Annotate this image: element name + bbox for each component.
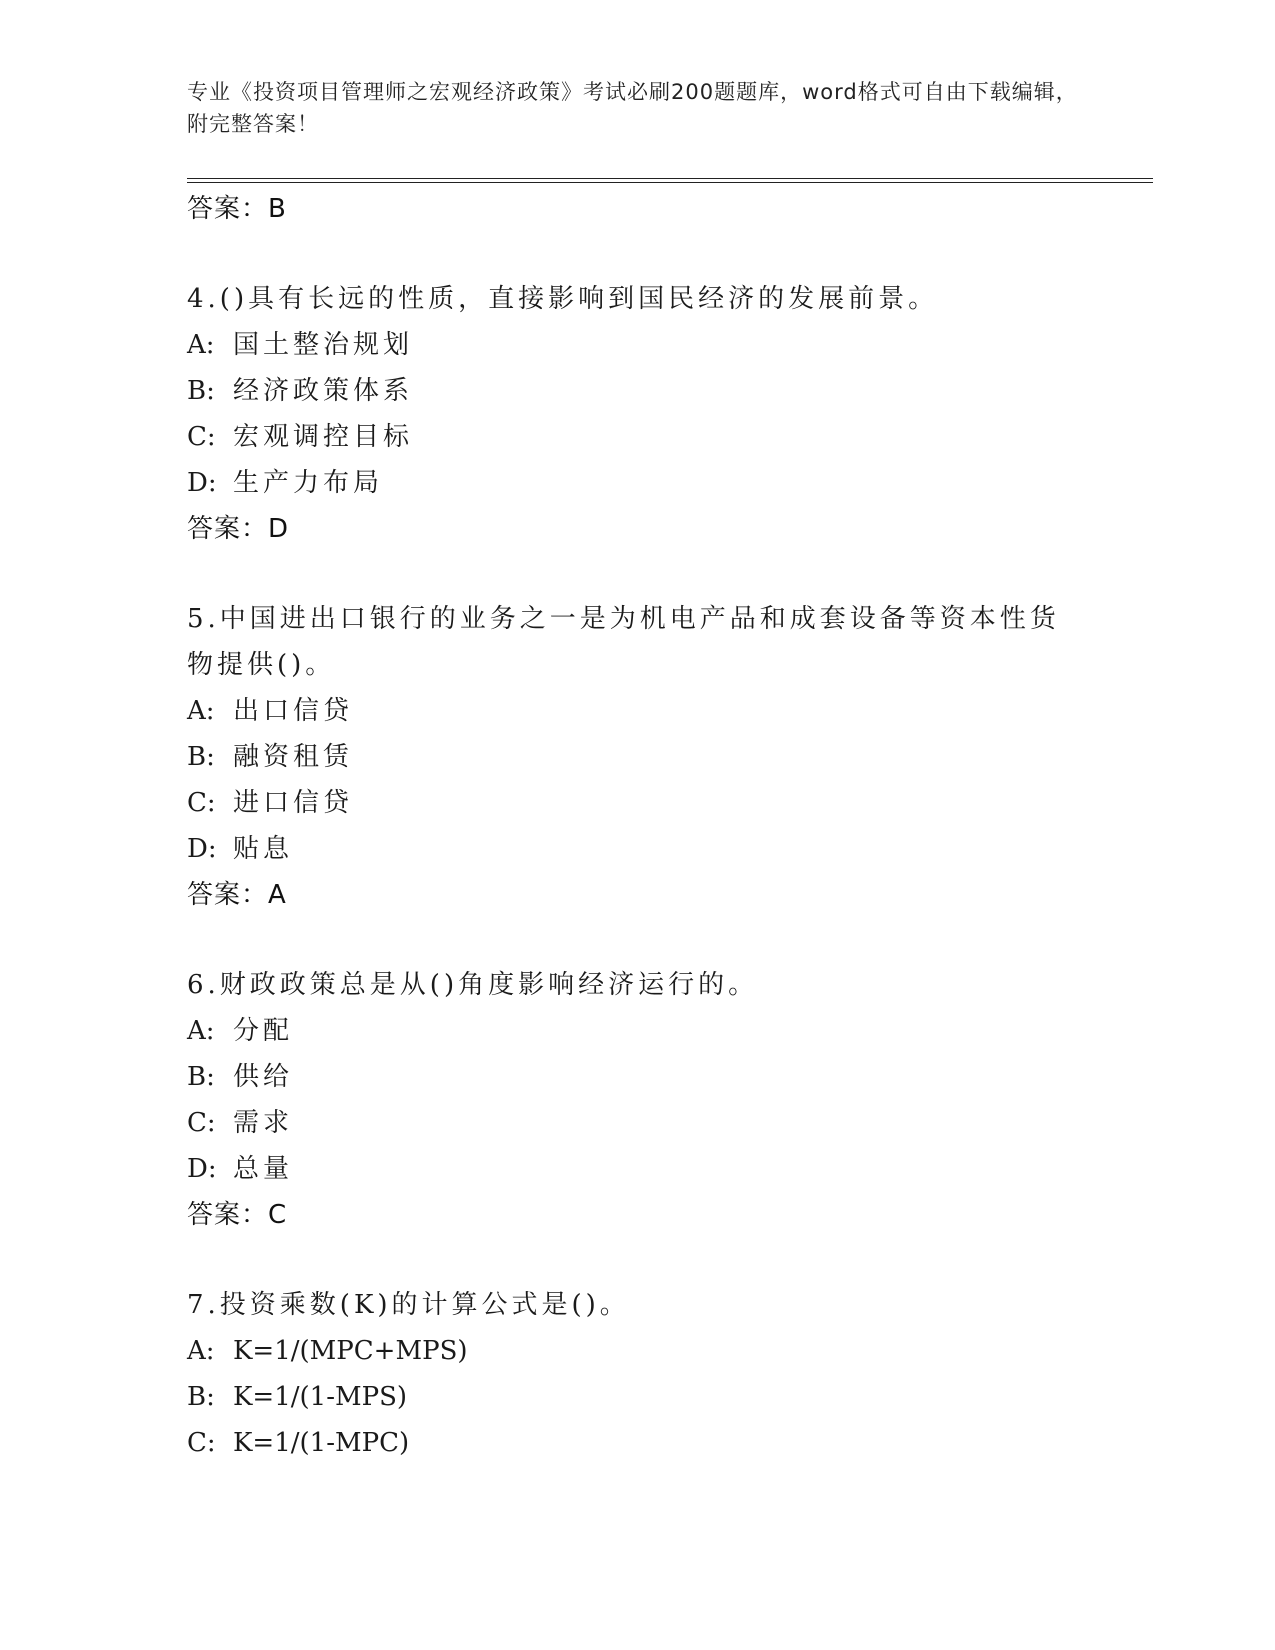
option-letter: A: xyxy=(187,1336,215,1366)
option-text: 国土整治规划 xyxy=(233,330,414,360)
answer-label: 答案：D xyxy=(187,514,290,544)
option-text: 融资租赁 xyxy=(233,742,354,772)
option-c xyxy=(187,780,1153,826)
question-item xyxy=(187,276,1153,552)
header-divider-bottom xyxy=(187,182,1153,183)
option-text: 经济政策体系 xyxy=(233,376,414,406)
option-text: 出口信贷 xyxy=(233,696,354,726)
option-text: 进口信贷 xyxy=(233,788,354,818)
option-b xyxy=(187,368,1153,414)
option-text: K=1/(MPC+MPS) xyxy=(233,1336,468,1366)
option-d xyxy=(187,460,1153,506)
option-text: K=1/(1-MPC) xyxy=(233,1428,410,1458)
option-letter: C: xyxy=(187,788,216,818)
question-stem: 4.()具有长远的性质，直接影响到国民经济的发展前景。 xyxy=(187,284,939,314)
option-d xyxy=(187,1146,1153,1192)
option-text: 需求 xyxy=(233,1108,294,1138)
option-letter: D: xyxy=(187,468,217,498)
option-text: K=1/(1-MPS) xyxy=(233,1382,408,1412)
option-c xyxy=(187,414,1153,460)
question-list xyxy=(187,186,1153,1466)
option-a xyxy=(187,1328,1153,1374)
option-c xyxy=(187,1100,1153,1146)
answer-label: 答案：B xyxy=(187,194,287,224)
option-text: 供给 xyxy=(233,1062,294,1092)
option-b xyxy=(187,734,1153,780)
answer-label: 答案：C xyxy=(187,1200,288,1230)
option-letter: C: xyxy=(187,422,216,452)
option-a xyxy=(187,1008,1153,1054)
option-letter: B: xyxy=(187,742,215,772)
question-stem: 5.中国进出口银行的业务之一是为机电产品和成套设备等资本性货物提供()。 xyxy=(187,604,1060,680)
option-letter: B: xyxy=(187,1382,215,1412)
option-letter: A: xyxy=(187,1016,215,1046)
option-c xyxy=(187,1420,1153,1466)
option-text: 总量 xyxy=(233,1154,294,1184)
option-letter: D: xyxy=(187,834,217,864)
option-a xyxy=(187,322,1153,368)
header-divider-top xyxy=(187,178,1153,179)
option-letter: D: xyxy=(187,1154,217,1184)
option-text: 宏观调控目标 xyxy=(233,422,414,452)
option-b xyxy=(187,1374,1153,1420)
option-letter: C: xyxy=(187,1428,216,1458)
option-a xyxy=(187,688,1153,734)
question-stem: 6.财政政策总是从()角度影响经济运行的。 xyxy=(187,970,759,1000)
document-header: 专业《投资项目管理师之宏观经济政策》考试必刷200题题库，word格式可自由下载编辑，附完整答案！ xyxy=(187,80,1078,136)
question-item xyxy=(187,1282,1153,1466)
option-text: 分配 xyxy=(233,1016,294,1046)
option-d xyxy=(187,826,1153,872)
option-text: 贴息 xyxy=(233,834,294,864)
option-letter: A: xyxy=(187,330,215,360)
option-letter: C: xyxy=(187,1108,216,1138)
question-item xyxy=(187,596,1153,918)
option-letter: A: xyxy=(187,696,215,726)
question-stem: 7.投资乘数(K)的计算公式是()。 xyxy=(187,1290,630,1320)
option-b xyxy=(187,1054,1153,1100)
question-item xyxy=(187,962,1153,1238)
option-text: 生产力布局 xyxy=(233,468,384,498)
option-letter: B: xyxy=(187,376,215,406)
answer-label: 答案：A xyxy=(187,880,287,910)
option-letter: B: xyxy=(187,1062,215,1092)
